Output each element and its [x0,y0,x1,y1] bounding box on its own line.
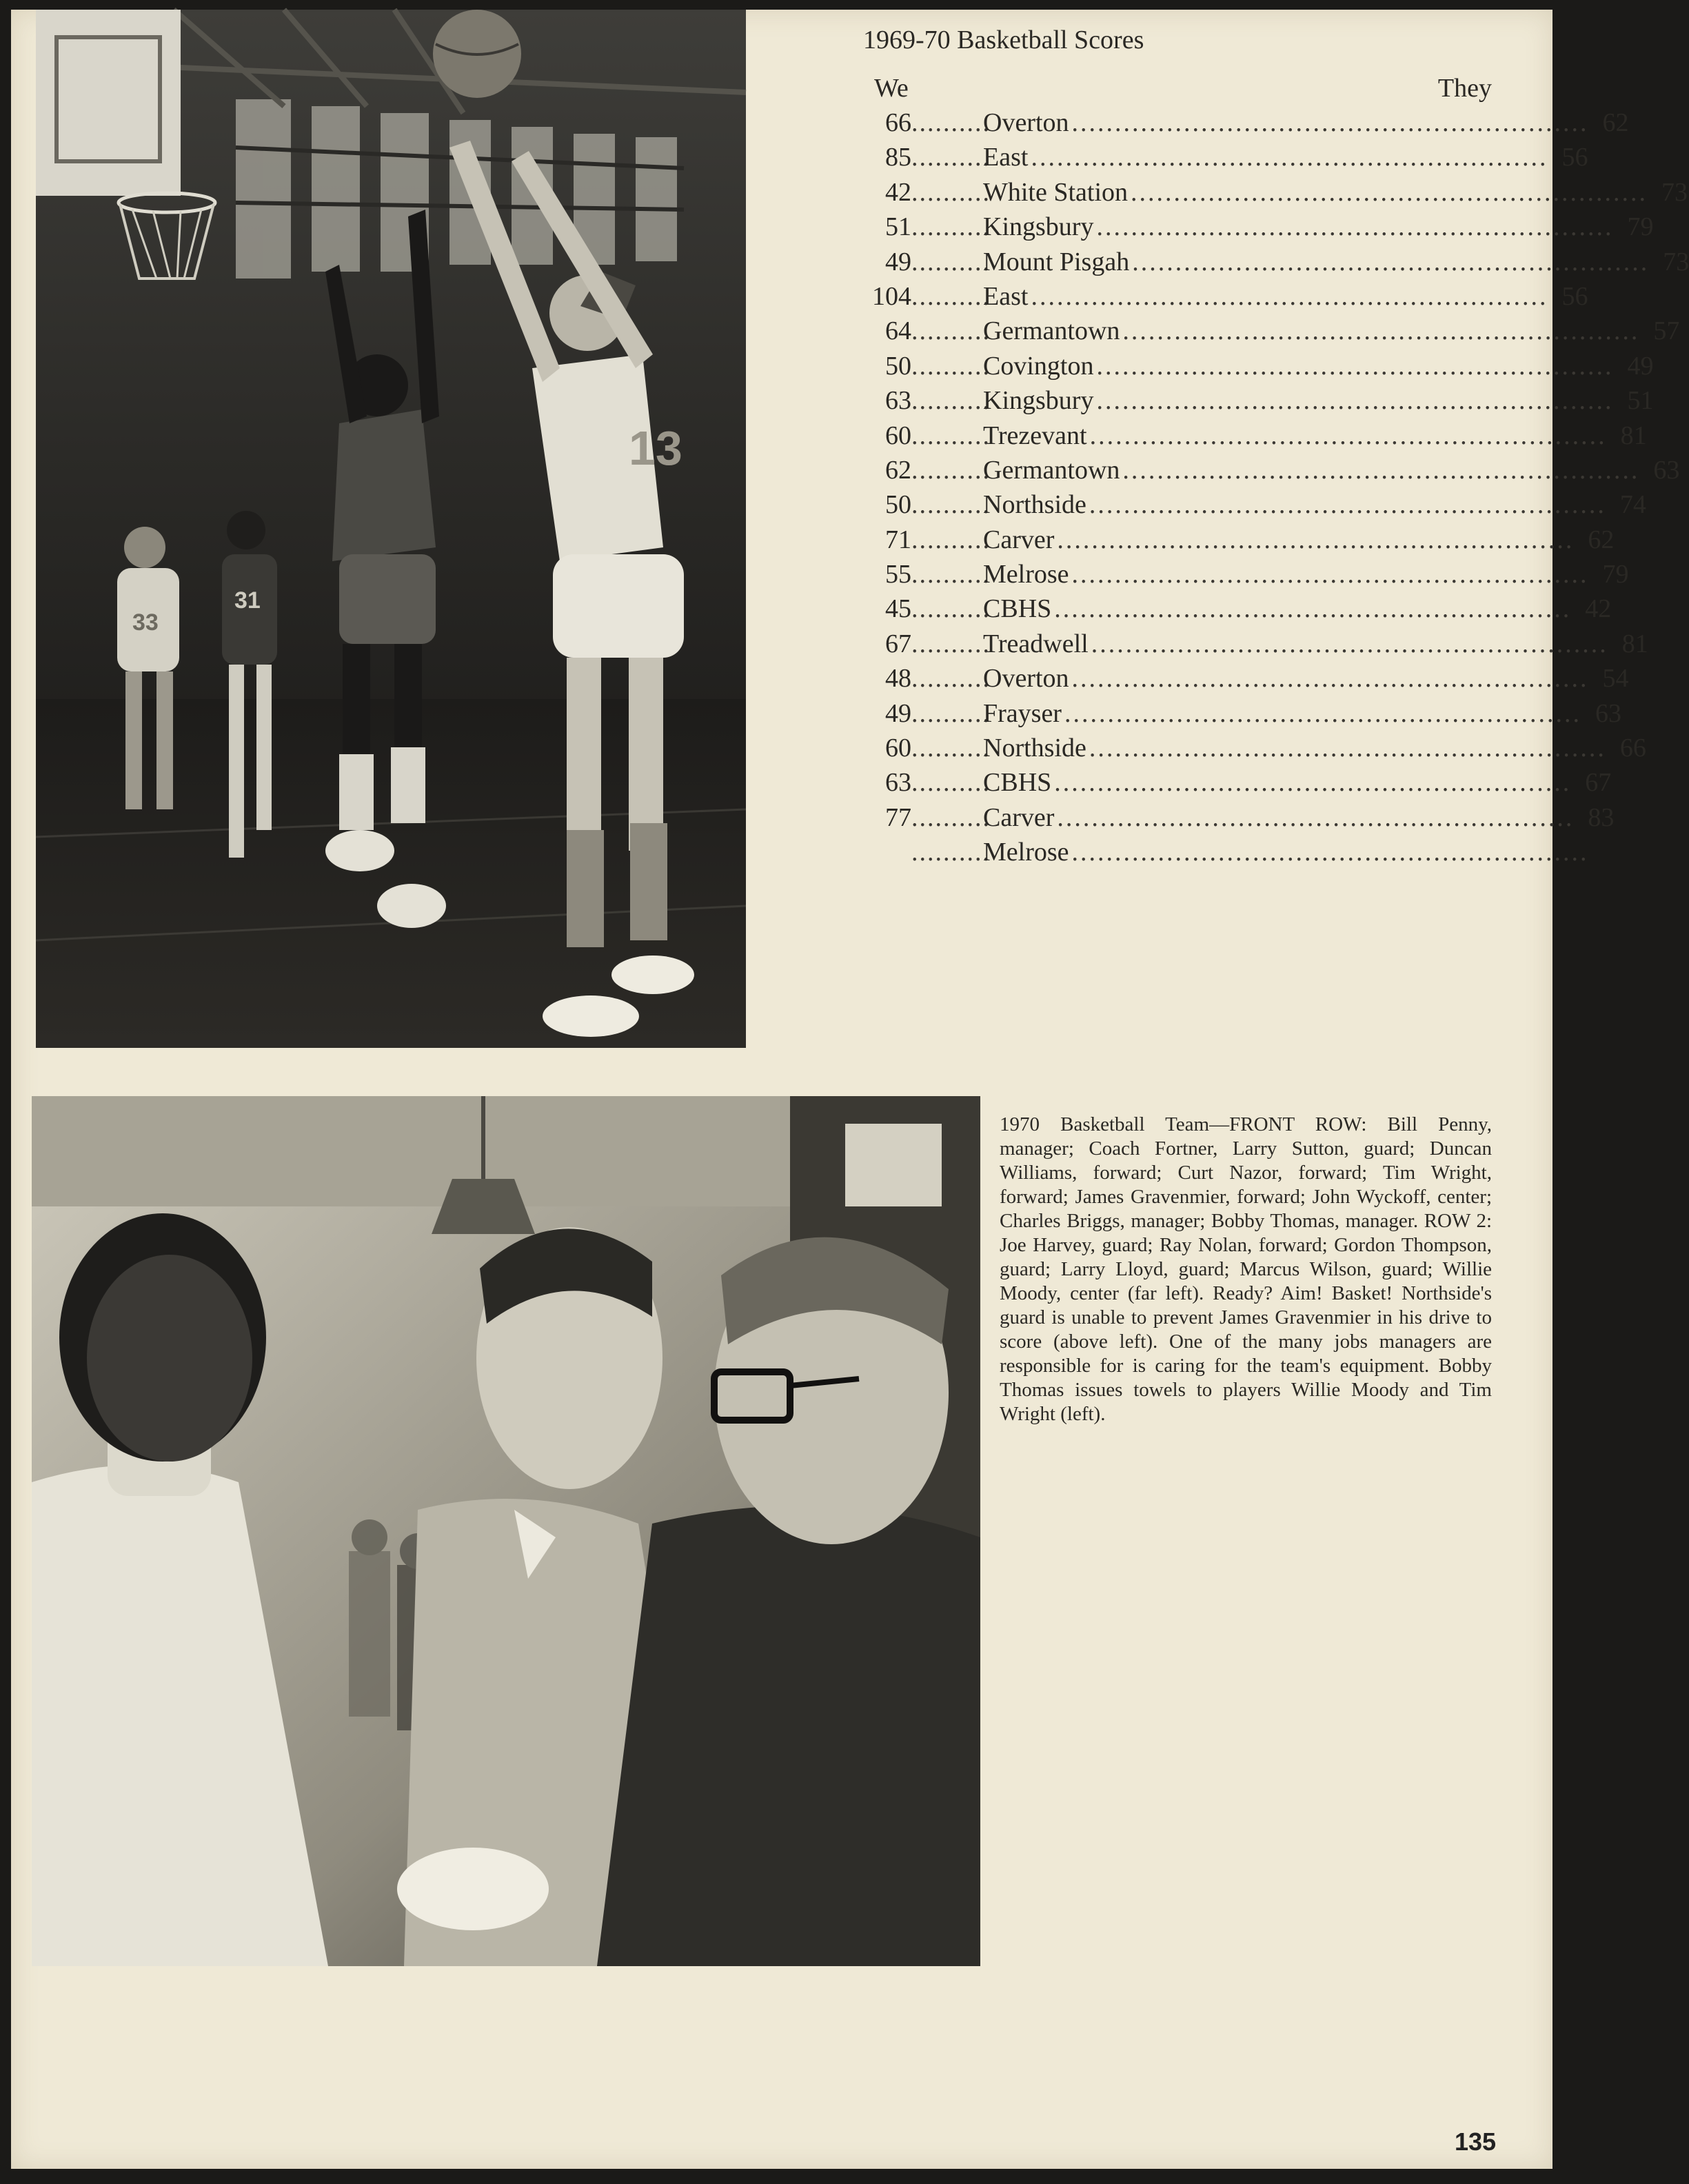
leader-dots: .......... [911,664,991,694]
leader-dots: .......... [911,490,991,520]
score-row [863,489,1646,524]
they-score: 56 [1561,281,1588,311]
they-score: 73 [1661,177,1688,207]
opponent-name: Melrose [983,838,1069,867]
they-score: 63 [1595,698,1621,728]
score-row [863,767,1612,802]
we-score: 66 [885,108,911,137]
they-score: 66 [1619,734,1646,763]
leader-dots: ............................................................ [1132,247,1650,276]
towels-image [32,1096,980,1966]
leader-dots: .......... [911,802,991,832]
we-column-label: We [874,74,909,103]
we-score: 71 [885,525,911,554]
leader-dots: ............................................................ [1096,386,1614,416]
leader-dots: ............................................................ [1057,802,1575,832]
leader-dots: .......... [911,177,991,207]
they-score: 42 [1585,594,1612,624]
they-score: 56 [1561,143,1588,172]
they-score: 49 [1627,351,1654,381]
we-score: 55 [885,560,911,589]
jersey-number-mid: 31 [234,587,261,614]
opponent-name: White Station [983,177,1129,207]
score-row [863,385,1654,420]
photo-caption: 1970 Basketball Team—FRONT ROW: Bill Penny, manager; Coach Fortner, Larry Sutton, guard; Duncan Williams, forward; Curt Nazor, forward; Tim Wright, forward; James Gravenmier, forward; John Wyckoff, center; Charles Briggs, manager; Bobby Thomas, manager. ROW 2: Joe Harvey, guard; Ray Nolan, forward; Gordon Thompson, guard; Larry Lloyd, guard; Marcus Wilson, guard; Willie Moody, center (far left). Ready? Aim! Basket! Northside's guard is unable to prevent James Gravenmier in his drive to score (above left). One of the many jobs managers are responsible for is caring for the team's equipment. Bobby Thomas issues towels to players Willie Moody and Tim Wright (left). [1000,1113,1492,1425]
score-row [863,733,1646,767]
opponent-name: Overton [983,108,1069,137]
leader-dots: .......... [911,108,991,137]
we-score: 50 [885,351,911,381]
opponent-name: Mount Pisgah [983,247,1130,276]
leader-dots: .......... [911,386,991,416]
towels-photo [32,1096,980,1966]
leader-dots: ............................................................ [1089,421,1607,450]
score-row [863,802,1615,837]
opponent-name: Carver [983,525,1055,554]
opponent-name: Overton [983,664,1069,694]
scores-header [863,73,1492,108]
leader-dots: .......... [911,247,991,276]
they-score: 81 [1621,629,1648,658]
they-score: 79 [1602,560,1629,589]
leader-dots: ............................................................ [1071,108,1589,137]
we-score: 85 [885,143,911,172]
they-score: 83 [1588,802,1615,832]
score-row [863,421,1647,455]
leader-dots: ............................................................ [1071,664,1589,694]
score-row [863,594,1612,628]
we-score: 67 [885,629,911,658]
leader-dots: .......... [911,768,991,798]
opponent-name: Kingsbury [983,386,1094,416]
score-row [863,316,1680,350]
we-score: 64 [885,316,911,346]
score-row [863,212,1654,246]
leader-dots: ............................................................ [1071,838,1589,867]
score-list [863,108,1689,872]
page-number: 135 [1455,2127,1497,2156]
leader-dots: ............................................................ [1131,177,1648,207]
yearbook-page [11,10,1689,2169]
opponent-name: Northside [983,734,1086,763]
we-score: 60 [885,734,911,763]
opponent-name: Covington [983,351,1094,381]
leader-dots: ............................................................ [1122,455,1640,485]
we-score: 42 [885,177,911,207]
leader-dots: ............................................................ [1096,351,1614,381]
basketball-game-photo [36,10,746,1048]
score-row [863,142,1588,176]
we-score: 51 [885,212,911,242]
leader-dots: .......... [911,143,991,172]
we-score: 77 [885,802,911,832]
opponent-name: Trezevant [983,421,1087,450]
leader-dots: ............................................................ [1096,212,1614,242]
opponent-name: CBHS [983,768,1052,798]
score-row [863,351,1654,385]
leader-dots: ............................................................ [1089,490,1606,520]
leader-dots: ............................................................ [1031,143,1548,172]
score-row [863,455,1680,489]
leader-dots: .......... [911,525,991,554]
leader-dots: .......... [911,281,991,311]
opponent-name: Northside [983,490,1086,520]
we-score: 49 [885,247,911,276]
leader-dots: .......... [911,629,991,658]
score-row [863,108,1629,142]
opponent-name: Carver [983,802,1055,832]
we-score: 63 [885,386,911,416]
leader-dots: .......... [911,421,991,450]
basketball-game-image [36,10,746,1048]
they-score: 57 [1653,316,1680,346]
leader-dots: .......... [911,316,991,346]
we-score: 45 [885,594,911,624]
score-row [863,698,1621,733]
leader-dots: .......... [911,455,991,485]
jersey-number-left: 33 [132,609,159,636]
they-score: 74 [1619,490,1646,520]
score-row [863,559,1629,594]
score-row [863,281,1588,316]
score-row [863,247,1689,281]
opponent-name: CBHS [983,594,1052,624]
they-score: 54 [1602,664,1629,694]
leader-dots: .......... [911,560,991,589]
leader-dots: ............................................................ [1091,629,1608,658]
they-score: 62 [1602,108,1629,137]
score-row [863,663,1629,698]
opponent-name: Treadwell [983,629,1089,658]
opponent-name: Melrose [983,560,1069,589]
leader-dots: .......... [911,734,991,763]
they-score: 62 [1588,525,1615,554]
leader-dots: ............................................................ [1064,698,1581,728]
opponent-name: East [983,281,1029,311]
score-row [863,837,1589,871]
leader-dots: ............................................................ [1089,734,1606,763]
opponent-name: Frayser [983,698,1062,728]
leader-dots: ............................................................ [1071,560,1589,589]
they-score: 67 [1585,768,1612,798]
leader-dots: .......... [911,698,991,728]
scores-title: 1969-70 Basketball Scores [863,26,1144,54]
we-score: 104 [872,281,911,311]
leader-dots: ............................................................ [1057,525,1575,554]
we-score: 49 [885,698,911,728]
score-row [863,525,1615,559]
they-score: 79 [1627,212,1654,242]
score-row [863,629,1648,663]
they-score: 73 [1663,247,1689,276]
leader-dots: ............................................................ [1031,281,1548,311]
we-score: 63 [885,768,911,798]
they-score: 51 [1627,386,1654,416]
leader-dots: .......... [911,838,991,867]
opponent-name: Germantown [983,455,1120,485]
leader-dots: .......... [911,594,991,624]
they-score: 81 [1620,421,1647,450]
leader-dots: ............................................................ [1054,594,1572,624]
they-column-label: They [1437,74,1492,103]
we-score: 48 [885,664,911,694]
leader-dots: .......... [911,212,991,242]
leader-dots: ............................................................ [1054,768,1572,798]
leader-dots: ............................................................ [1122,316,1640,346]
jersey-number-front: 13 [629,421,682,475]
they-score: 63 [1653,455,1680,485]
we-score: 50 [885,490,911,520]
we-score: 60 [885,421,911,450]
we-score: 62 [885,455,911,485]
opponent-name: East [983,143,1029,172]
leader-dots: .......... [911,351,991,381]
opponent-name: Germantown [983,316,1120,346]
score-row [863,177,1688,212]
opponent-name: Kingsbury [983,212,1094,242]
